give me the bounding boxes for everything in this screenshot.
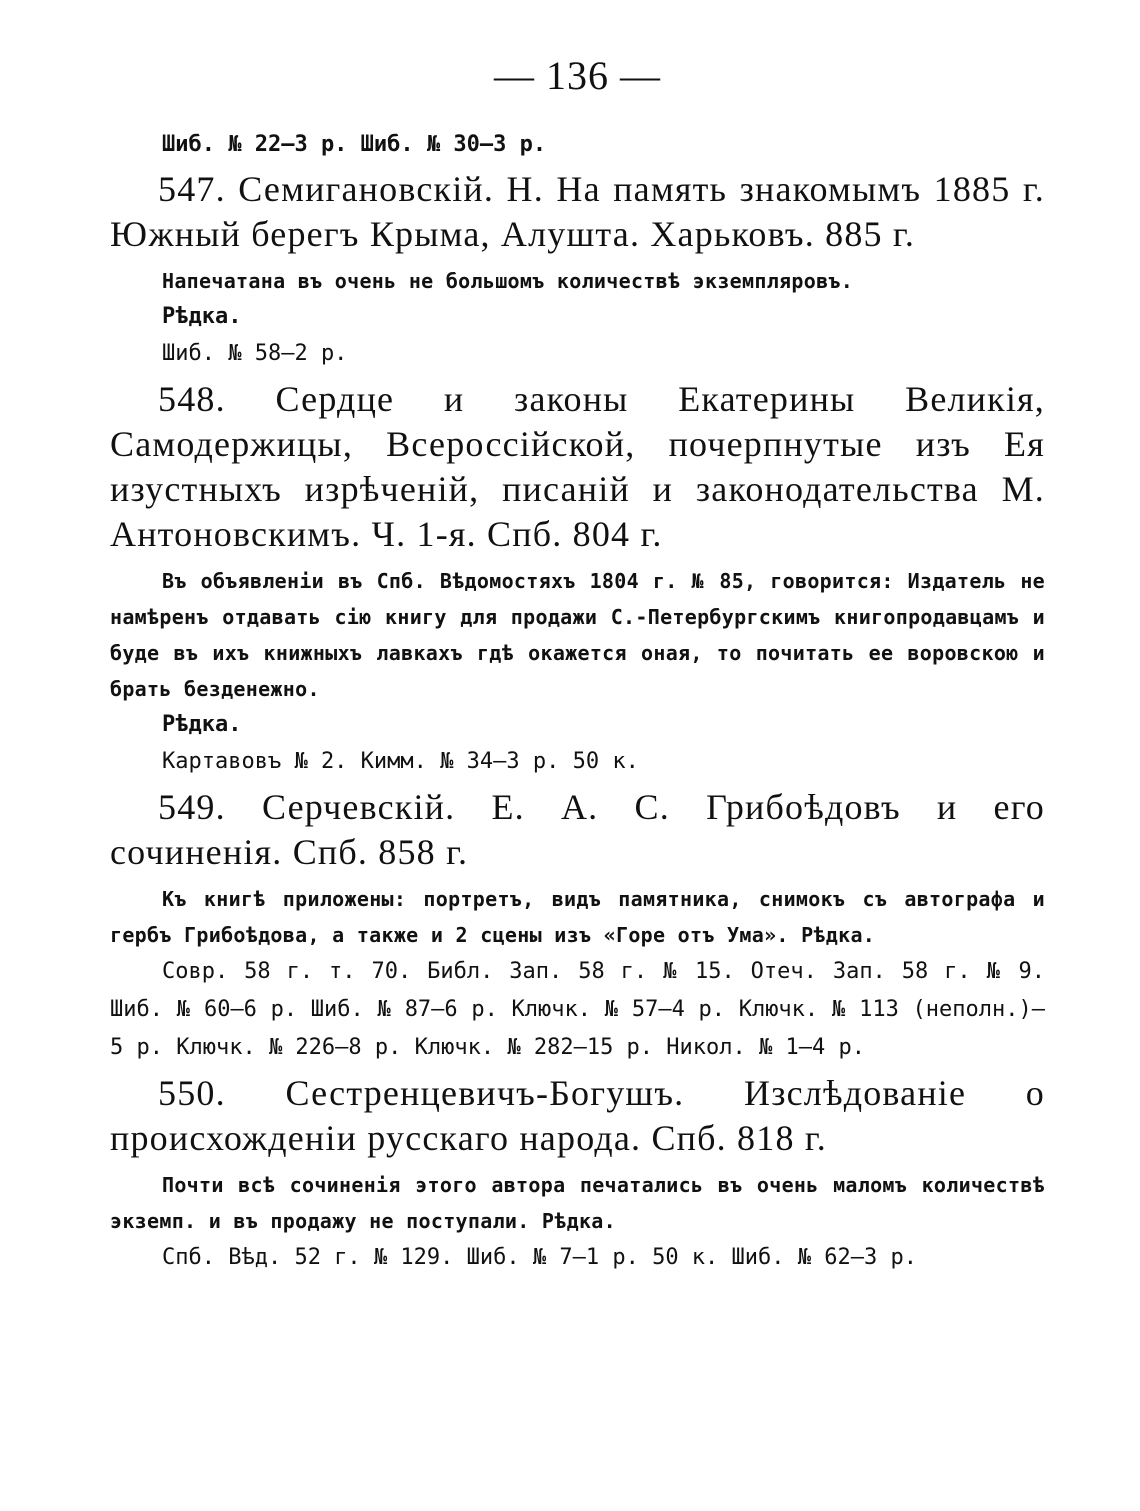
entry-rarity: Рѣдка. bbox=[162, 712, 242, 737]
entry-548 bbox=[110, 377, 1045, 781]
entry-549 bbox=[110, 785, 1045, 1067]
page-number: — 136 — bbox=[494, 53, 661, 98]
entry-number: 550. bbox=[158, 1073, 226, 1113]
entry-title-text: Сестренцевичъ-Богушъ. Изслѣдованіе о происхожденіи русскаго народа. Спб. 818 г. bbox=[110, 1073, 1046, 1158]
entry-title-text: Серчевскій. Е. А. С. Грибоѣдовъ и его сочиненія. Спб. 858 г. bbox=[110, 787, 1045, 872]
top-reference-line: Шиб. № 22—3 р. Шиб. № 30—3 р. bbox=[162, 132, 547, 157]
entry-references: Шиб. № 58—2 р. bbox=[162, 341, 348, 366]
entry-number: 548. bbox=[158, 379, 226, 419]
entry-note: Почти всѣ сочиненія этого автора печатались въ очень маломъ количествѣ экземп. и въ продажу не поступали. Рѣдка. bbox=[110, 1173, 1045, 1233]
entry-number: 547. bbox=[158, 169, 226, 209]
book-page bbox=[110, 52, 1045, 1277]
entry-title bbox=[110, 785, 1045, 875]
entry-references: Картавовъ № 2. Кимм. № 34—3 р. 50 к. bbox=[162, 749, 639, 774]
entry-title-text: Семигановскій. Н. На память знакомымъ 1885 г. Южный берегъ Крыма, Алушта. Харьковъ. 885 г. bbox=[110, 169, 1045, 254]
entry-title-text: Сердце и законы Екатерины Великія, Самодержицы, Всероссійской, почерпнутые изъ Ея изустныхъ изрѣченій, писаній и законодательства М. Антоновскимъ. Ч. 1-я. Спб. 804 г. bbox=[110, 379, 1045, 554]
entry-title bbox=[110, 1071, 1045, 1161]
entry-550 bbox=[110, 1071, 1045, 1277]
entry-references: Спб. Вѣд. 52 г. № 129. Шиб. № 7—1 р. 50 к. Шиб. № 62—3 р. bbox=[162, 1245, 917, 1270]
entry-title bbox=[110, 377, 1045, 557]
entry-note: Напечатана въ очень не большомъ количествѣ экземпляровъ. bbox=[162, 269, 854, 293]
entry-note: Къ книгѣ приложены: портретъ, видъ памятника, снимокъ съ автографа и гербъ Грибоѣдова, а также и 2 сцены изъ «Горе отъ Ума». Рѣдка. bbox=[110, 887, 1045, 947]
entry-references: Совр. 58 г. т. 70. Библ. Зап. 58 г. № 15. Отеч. Зап. 58 г. № 9. Шиб. № 60—6 р. Шиб. № 87—6 р. Ключк. № 57—4 р. Ключк. № 113 (неполн.)—5 р. Ключк. № 226—8 р. Ключк. № 282—15 р. Никол. № 1—4 р. bbox=[110, 959, 1045, 1060]
entry-number: 549. bbox=[158, 787, 226, 827]
entry-rarity: Рѣдка. bbox=[162, 304, 242, 329]
entry-title bbox=[110, 167, 1045, 257]
entry-547 bbox=[110, 167, 1045, 373]
entry-note: Въ объявленіи въ Спб. Вѣдомостяхъ 1804 г. № 85, говорится: Издатель не намѣренъ отдавать сію книгу для продажи С.-Петербургскимъ книгопродавцамъ и буде въ ихъ книжныхъ лавкахъ гдѣ окажется оная, то почитать ее воровскою и брать безденежно. bbox=[110, 569, 1045, 701]
